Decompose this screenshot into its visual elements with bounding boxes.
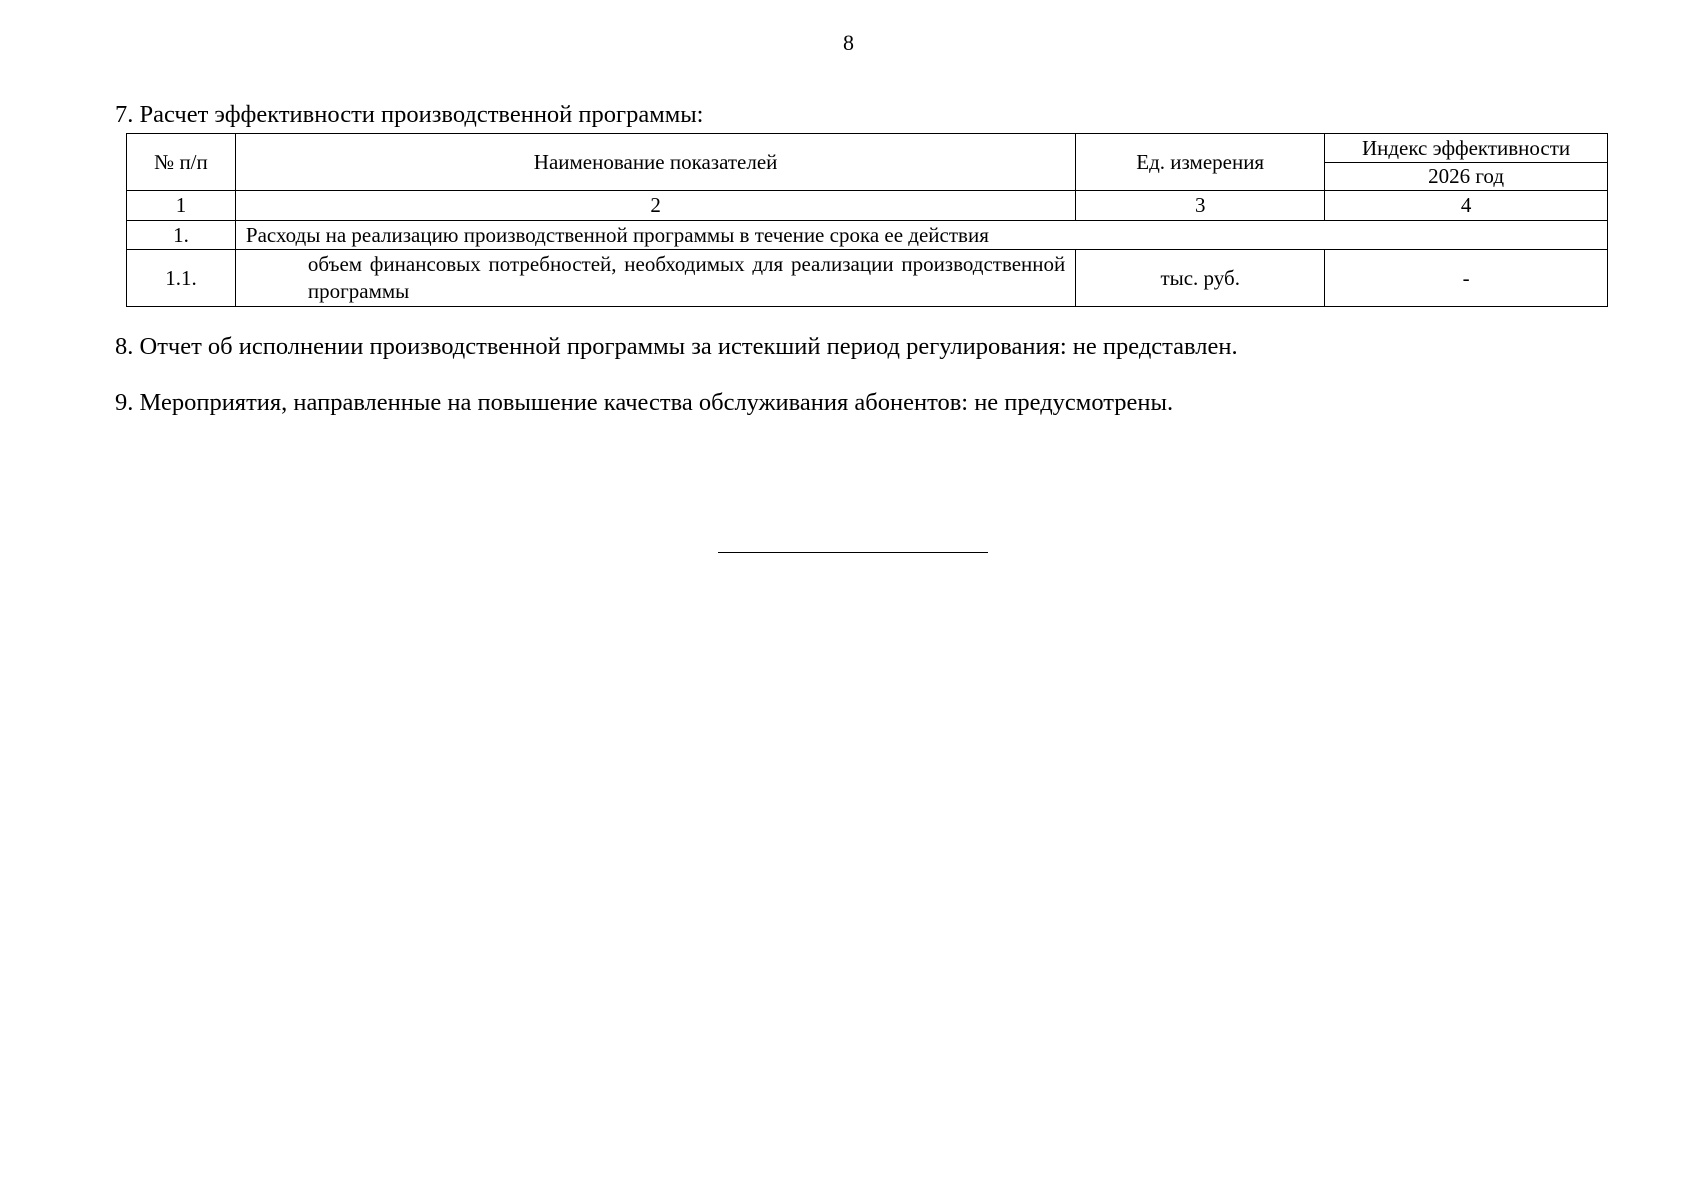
row-num: 1.1. [127, 250, 236, 307]
table-row [127, 250, 1608, 307]
page-number: 8 [843, 30, 854, 55]
row-value: - [1325, 250, 1608, 307]
col-number: 4 [1325, 191, 1608, 221]
row-num: 1. [127, 221, 236, 250]
row-name: Расходы на реализацию производственной программы в течение срока ее действия [235, 221, 1607, 250]
end-divider-line [718, 552, 988, 553]
row-unit: тыс. руб. [1076, 250, 1325, 307]
table-row [127, 221, 1608, 250]
col-number: 2 [235, 191, 1075, 221]
section-8-text: 8. Отчет об исполнении производственной программы за истекший период регулирования: не представлен. [115, 333, 1238, 360]
header-year: 2026 год [1325, 163, 1608, 191]
header-name: Наименование показателей [235, 134, 1075, 191]
section-9-text: 9. Мероприятия, направленные на повышение качества обслуживания абонентов: не предусмотрены. [115, 389, 1174, 416]
column-numbers-row [127, 191, 1608, 221]
col-number: 3 [1076, 191, 1325, 221]
header-num: № п/п [127, 134, 236, 191]
col-number: 1 [127, 191, 236, 221]
header-index: Индекс эффективности [1325, 134, 1608, 163]
section-7-heading: 7. Расчет эффективности производственной программы: [115, 101, 704, 128]
row-name: объем финансовых потребностей, необходимых для реализации производственной программы [235, 250, 1075, 307]
header-unit: Ед. измерения [1076, 134, 1325, 191]
efficiency-table [126, 133, 1608, 307]
